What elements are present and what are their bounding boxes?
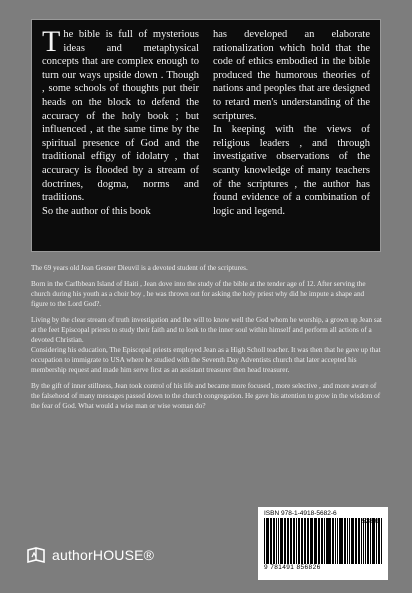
synopsis-paragraph-4: In keeping with the views of religious leaders , and through investigative observations of the scanty knowledge of many teachers of the scriptures , the author has found evidence of a combination of logic and legend. [213, 124, 370, 217]
barcode-bar [335, 518, 336, 564]
barcode-bar [311, 518, 313, 564]
synopsis-paragraph-2: So the author of this book [42, 205, 151, 217]
barcode-bar [340, 518, 342, 564]
synopsis-column-left [42, 25, 199, 245]
publisher-name: authorHOUSE® [52, 547, 155, 563]
bio-paragraph-4: Considering his education, The Episcopal priests employed Jean as a High Scholl teacher. It was then that he gave up that occupation to immigrate to USA where he studied with the Seventh Day Adventists church that later accepted his membership request and made him serve first as an assistant treasurer then head treasurer. [31, 346, 381, 374]
barcode-bar [381, 518, 382, 564]
synopsis-box [31, 19, 381, 252]
barcode-bar [318, 518, 319, 564]
barcode-bar [294, 518, 295, 564]
barcode-bar [299, 518, 300, 564]
bio-paragraph-2: Born in the CarIbbean Island of Haiti , Jean dove into the study of the bible at the tender age of 12. After serving the church during his youth as a choir boy , he was thrown out for asking the holy priest why did he impute a shape and figure to the Lord God?. [31, 280, 366, 308]
open-book-icon [25, 544, 47, 566]
bio-paragraph-1: The 69 years old Jean Gesner Dieuvil is a devoted student of the scriptures. [31, 264, 248, 272]
drop-cap: T [42, 25, 61, 58]
barcode-digits: 9 781491 856826 [264, 564, 321, 571]
synopsis-paragraph-3: has developed an elaborate rationalization which hold that the code of ethics embodied in the bible produced the humorous theories of nations and peoples that are designed to retard men's understanding of the scriptures. [213, 29, 370, 122]
isbn-number: ISBN 978-1-4918-5682-6 [264, 510, 337, 517]
barcode-bar [324, 518, 325, 564]
barcode-bar [329, 518, 331, 564]
barcode-bar [282, 518, 283, 564]
synopsis-column-right [213, 28, 370, 245]
barcode-bar [276, 518, 277, 564]
synopsis-paragraph-1: he bible is full of mysterious ideas and metaphysical concepts that are complex enough to turn our ways upside down . Though , some schools of thoughts put their heads on the block to defend the accuracy of the holy book ; but influenced , at the same time by the spiritual presence of God and the traditional effigy of idolatry , that accuracy is flooded by a stream of doctrines, dogma, norms and traditions. [42, 29, 199, 204]
price-code: 52899 [361, 518, 380, 525]
barcode-bar [352, 518, 354, 564]
isbn-barcode [258, 507, 388, 580]
author-bio [31, 263, 383, 417]
bio-paragraph-5: By the gift of inner stillness, Jean took control of his life and became more focused , more selective , and more aware of the falsehood of many messages passed down to the church congregation. He gave his attention to grow in the wisdom of the fear of God. What would a wise man or wise woman do? [31, 382, 381, 410]
publisher-logo [25, 544, 154, 566]
barcode-bar [307, 518, 308, 564]
bio-paragraph-3: Living by the clear stream of truth investigation and the will to know well the God whom he worship, a grown up Jean sat at the feet Episcopal priests to study their faith and to look to the inner soul within himself and perform all actions of a devoted Christian. [31, 316, 382, 344]
barcode-bar [358, 518, 360, 564]
barcode-bar [347, 518, 349, 564]
barcode-bar [287, 518, 289, 564]
barcode-bar [264, 518, 265, 564]
barcode-bar [270, 518, 271, 564]
